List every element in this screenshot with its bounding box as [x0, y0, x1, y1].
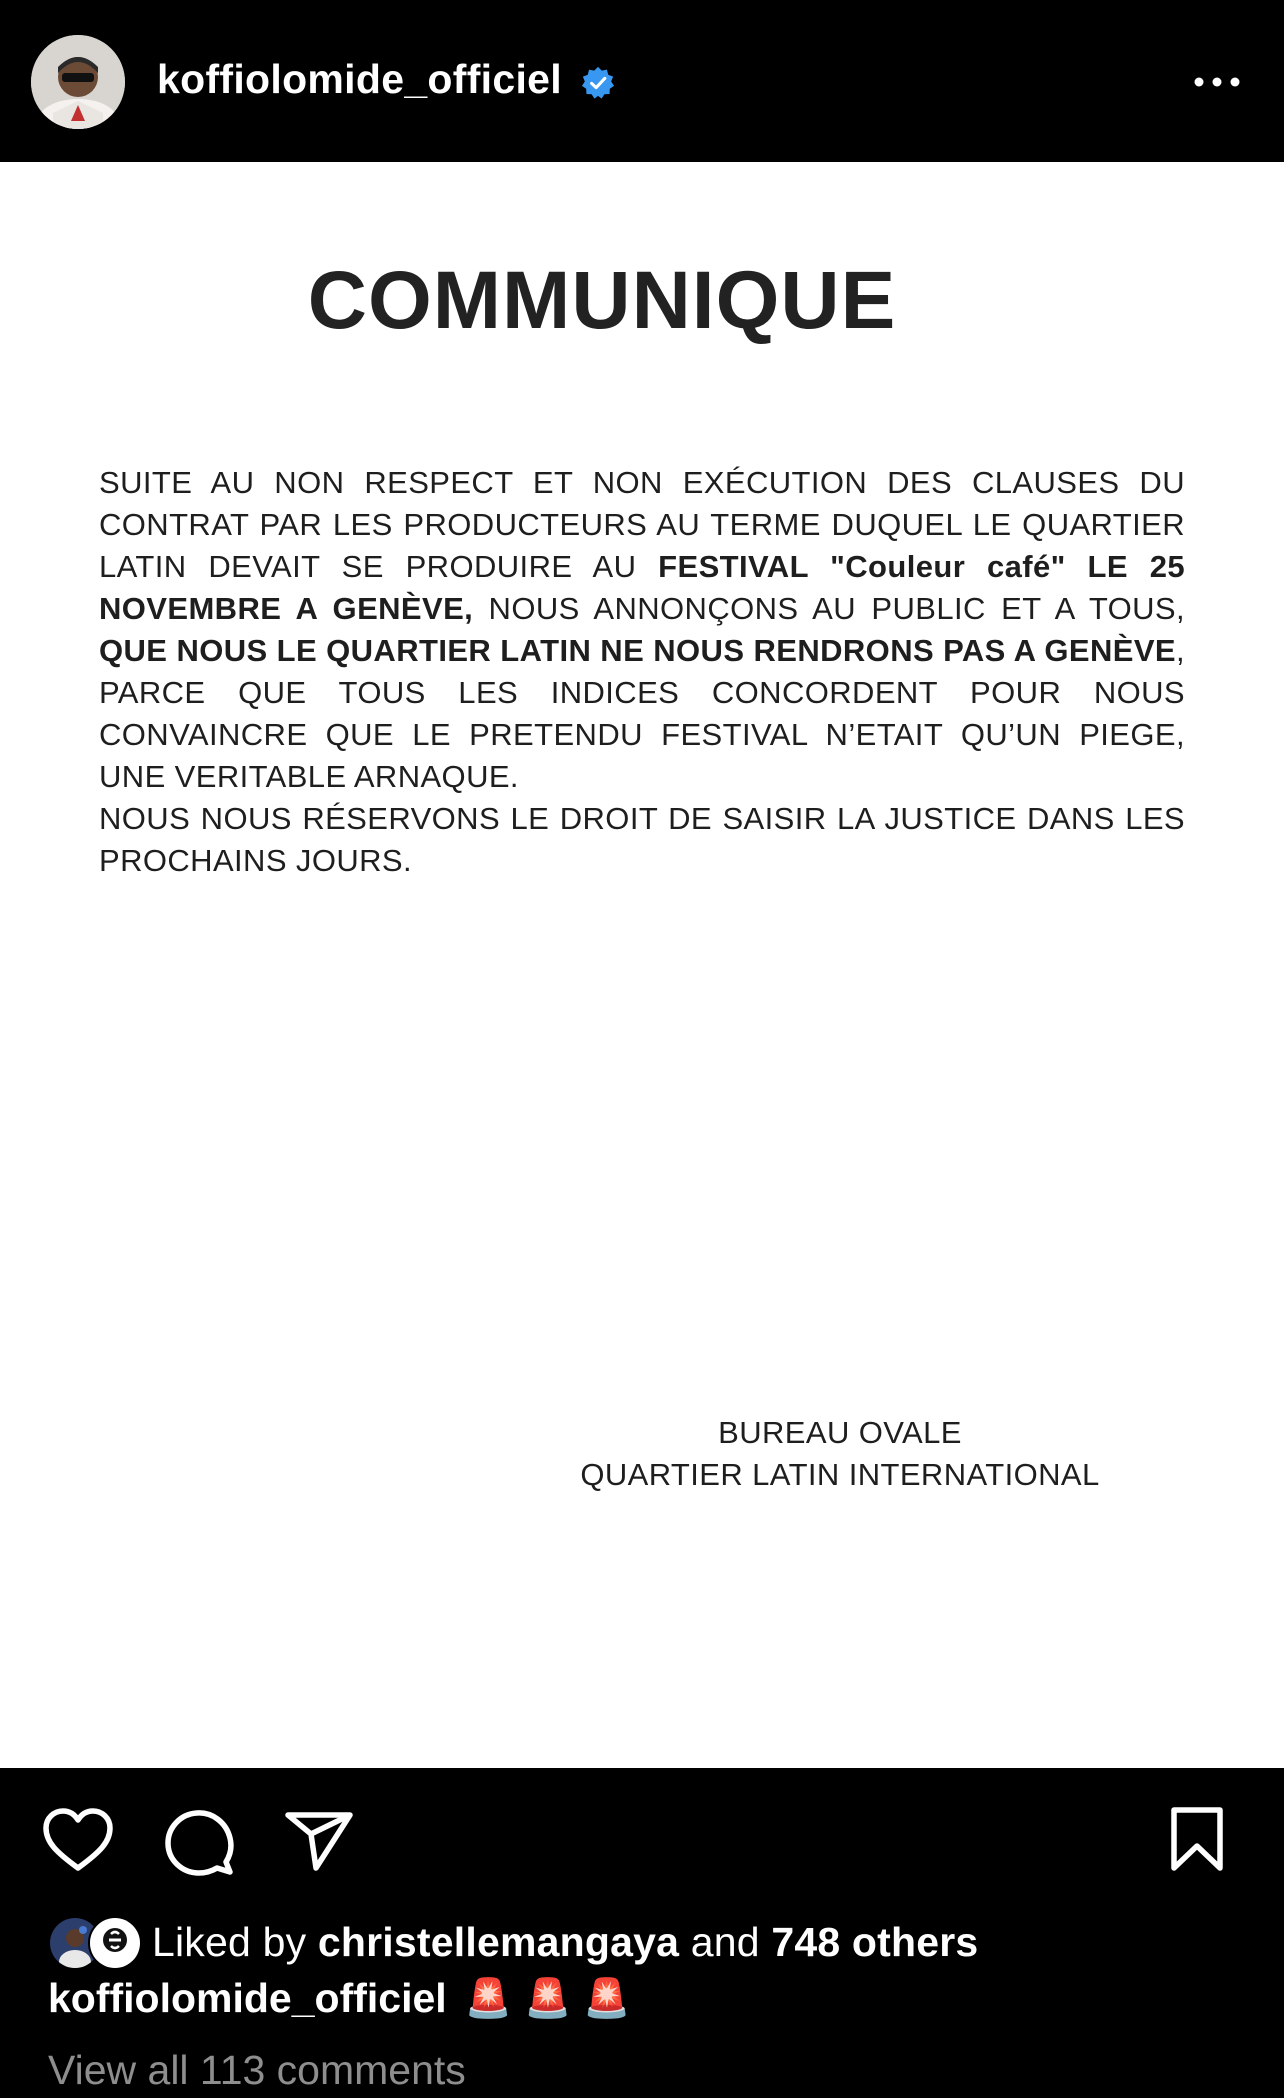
likes-others-count[interactable]: 748 others: [771, 1918, 979, 1965]
liked-by-prefix: Liked by: [152, 1918, 318, 1965]
view-all-comments-link[interactable]: View all 113 comments: [48, 2047, 466, 2093]
signature-line-1: BUREAU OVALE: [718, 1415, 962, 1450]
body-text-5: , PARCE QUE TOUS LES INDICES CONCORDENT POUR NOUS CONVAINCRE QUE LE PRETENDU FESTIVAL N’ETAIT QU’UN PIEGE, UNE VERITABLE ARNAQUE.: [99, 633, 1185, 794]
body-text-announcement: QUE NOUS LE QUARTIER LATIN NE NOUS RENDRONS PAS A GENÈVE: [99, 633, 1176, 668]
post-header: [0, 0, 1284, 162]
liked-by-user[interactable]: christellemangaya: [317, 1918, 680, 1965]
communique-paragraph-2: NOUS NOUS RÉSERVONS LE DROIT DE SAISIR LA JUSTICE DANS LES PROCHAINS JOURS.: [99, 801, 1185, 878]
body-text-1: SUITE AU NON RESPECT ET NON EXÉCUTION DES CLAUSES DU CONTRAT PAR LES PRODUCTEURS AU TERME DUQUEL LE QUARTIER LATIN DEVAIT SE PRODUIRE AU: [99, 465, 1185, 584]
post-caption: [48, 1975, 643, 2022]
caption-username[interactable]: koffiolomide_officiel: [48, 1975, 447, 2021]
communique-paragraph-1: [99, 462, 1185, 798]
header-username[interactable]: koffiolomide_officiel: [157, 56, 562, 102]
siren-emoji-2: 🚨: [523, 1977, 572, 2020]
comment-icon[interactable]: [164, 1808, 234, 1876]
likes-summary[interactable]: [48, 1914, 978, 1970]
share-icon[interactable]: [284, 1810, 354, 1872]
siren-emoji-1: 🚨: [464, 1977, 512, 2020]
likes-text: [152, 1919, 978, 1966]
communique-signature: [560, 1412, 1120, 1496]
body-text-3: NOUS ANNONÇONS AU PUBLIC ET A TOUS,: [473, 591, 1185, 626]
signature-line-2: QUARTIER LATIN INTERNATIONAL: [580, 1457, 1100, 1492]
liker-avatars: [48, 1916, 142, 1968]
more-options-icon[interactable]: [1192, 70, 1242, 94]
siren-emoji-3: 🚨: [583, 1977, 631, 2020]
heart-icon[interactable]: [42, 1808, 114, 1872]
bookmark-icon[interactable]: [1168, 1806, 1226, 1872]
body-text-festival: FESTIVAL "Couleur café" LE 25 NOVEMBRE A GENÈVE,: [99, 549, 1185, 626]
post-image[interactable]: [0, 162, 1284, 1768]
communique-body: [99, 462, 1185, 882]
verified-badge-icon: [581, 66, 615, 100]
liker-avatar-2: [88, 1916, 142, 1970]
communique-title: COMMUNIQUE: [307, 255, 897, 346]
profile-avatar[interactable]: [31, 35, 125, 129]
liked-by-and: and: [679, 1918, 772, 1965]
